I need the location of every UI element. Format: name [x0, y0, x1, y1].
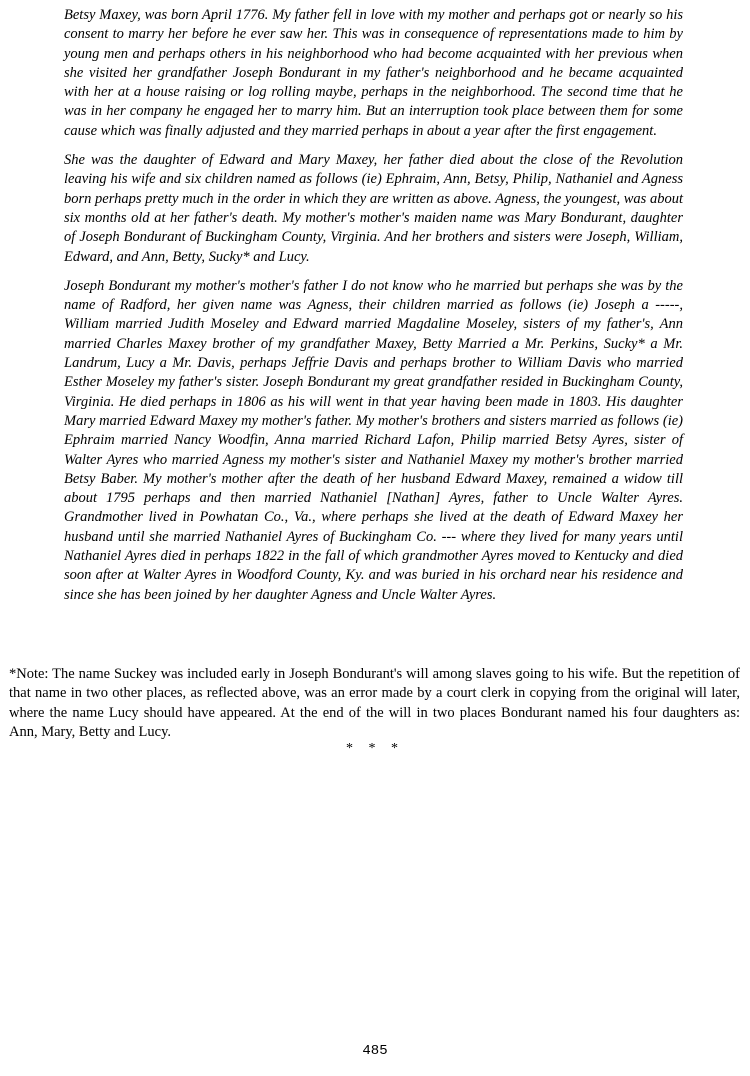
paragraph-edward-mary-maxey: She was the daughter of Edward and Mary Maxey, her father died about the close of the Revolution leaving his wife and six children named as follows (ie) Ephraim, Ann, Betsy, Philip, Nathaniel and Agness born perhaps pretty much in the order in which they are written as above. Agness, the youngest, was about six months old at her father's death. My mother's mother's maiden name was Mary Bondurant, daughter of Joseph Bondurant of Buckingham County, Virginia. And her brothers and sisters were Joseph, William, Edward, and Ann, Betty, Sucky* and Lucy. [64, 152, 683, 265]
footnote-suckey: *Note: The name Suckey was included early in Joseph Bondurant's will among slaves going to his wife. But the repetition of that name in two other places, as reflected above, was an error made by a court clerk in copying from the original will later, where the name Lucy should have appeared. At the end of the will in two places Bondurant named his four daughters as: Ann, Mary, Betty and Lucy. [9, 666, 740, 740]
paragraph-joseph-bondurant: Joseph Bondurant my mother's mother's father I do not know who he married but perhaps she was by the name of Radford, her given name was Agness, their children married as follows (ie) Joseph a -----, William married Judith Moseley and Edward married Magdaline Moseley, sisters of my father's, Ann married Charles Maxey brother of my grandfather Maxey, Betty Married a Mr. Perkins, Sucky* a Mr. Landrum, Lucy a Mr. Davis, perhaps Jeffrie Davis and perhaps brother to William Davis who married Esther Moseley my father's sister. Joseph Bondurant my great grandfather resided in Buckingham County, Virginia. He died perhaps in 1806 as his will went in that year having been made in 1803. His daughter Mary married Edward Maxey my mother's father. My mother's brothers and sisters married as follows (ie) Ephraim married Nancy Woodfin, Anna married Richard Lafon, Philip married Betsy Ayres, sister of Walter Ayres who married Agness my mother's sister and Nathaniel Maxey my mother's brother married Betsy Baber. My mother's mother after the death of her husband Edward Maxey, remained a widow till about 1795 perhaps and then married Nathaniel [Nathan] Ayres, father to Uncle Walter Ayres. Grandmother lived in Powhatan Co., Va., where perhaps she lived at the death of Edward Maxey her husband until she married Nathaniel Ayres of Buckingham Co. --- where they lived for many years until Nathaniel Ayres died in perhaps 1822 in the fall of which grandmother Ayres moved to Kentucky and died soon after at Walter Ayres in Woodford County, Ky. and was buried in his orchard near his residence and since she has been joined by her daughter Agness and Uncle Walter Ayres. [64, 277, 683, 603]
paragraph-betsy-maxey-birth: Betsy Maxey, was born April 1776. My father fell in love with my mother and perhaps got or nearly so his consent to marry her before he ever saw her. This was in consequence of representations made to him by young men and perhaps others in his neighborhood who had become acquainted with her previous when she visited her grandfather Joseph Bondurant in my father's neighborhood and he became acquainted with her at a house raising or log rolling maybe, perhaps in the neighborhood. The second time that he was in her company he engaged her to marry him. But an interruption took place between them for some cause which was finally adjusted and they married perhaps in about a year after the first engagement. [64, 7, 683, 139]
page-number: 485 [362, 1043, 388, 1059]
quoted-narrative [64, 6, 683, 615]
section-separator: * * * [346, 741, 404, 756]
